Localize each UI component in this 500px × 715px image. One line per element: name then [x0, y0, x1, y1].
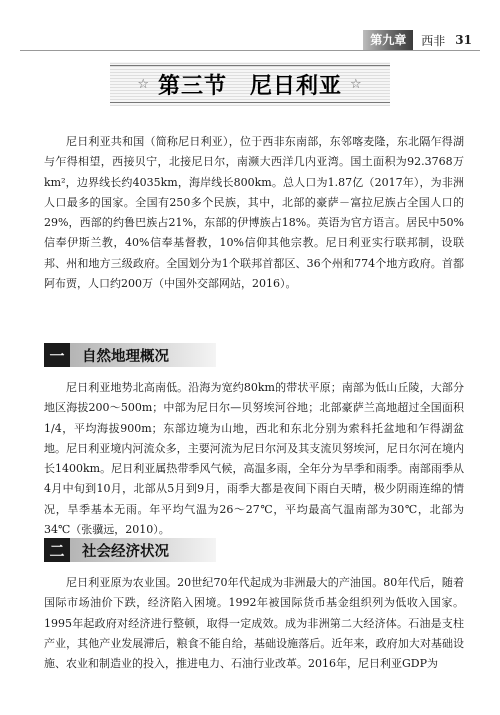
chapter-badge: 第九章 — [363, 30, 413, 50]
running-header — [363, 30, 472, 50]
section-title — [110, 62, 390, 106]
title-text: 第三节 尼日利亚 — [157, 73, 342, 99]
socioeconomic-paragraph: 尼日利亚原为农业国。20世纪70年代起成为非洲最大的产油国。80年代后，随着国际市场油价下跌，经济陷入困境。1992年被国际货币基金组织列为低收入国家。1995年起政府对经济进行整顿，取得一定成效。成为非洲第二大经济体。石油是支柱产业，其他产业发展滞后，粮食不能自给，基础设施落后。近年来，政府加大对基础设施、农业和制造业的投入，推进电力、石油行业改革。2016年，尼日利亚GDP为 — [44, 576, 464, 671]
subsection-number: 一 — [44, 343, 70, 367]
intro-paragraph: 尼日利亚共和国（简称尼日利亚），位于西非东南部，东邻喀麦隆，东北隔乍得湖与乍得相望，西接贝宁，北接尼日尔，南濒大西洋几内亚湾。国土面积为92.3768万km²，边界线长约4035km，海岸线长800km。总人口为1.87亿（2017年），为非洲人口最多的国家。全国有250多个民族，其中，北部的豪萨－富拉尼族占全国人口的29%，西部的约鲁巴族占21%，东部的伊博族占18%。英语为官方语言。居民中50%信奉伊斯兰教，40%信奉基督教，10%信仰其他宗教。尼日利亚实行联邦制，设联邦、州和地方三级政府。全国划分为1个联邦首都区、36个州和774个地方政府。首都阿布贾，人口约200万（中国外交部网站，2016）。 — [44, 135, 464, 291]
natural-geography-paragraph: 尼日利亚地势北高南低。沿海为宽约80km的带状平原；南部为低山丘陵，大部分地区海拔200～500m；中部为尼日尔—贝努埃河谷地；北部豪萨兰高地超过全国面积1/4，平均海拔900m；东部边境为山地，西北和东北分别为索科托盆地和乍得湖盆地。尼日利亚境内河流众多，主要河流为尼日尔河及其支流贝努埃河，尼日尔河在境内长1400km。尼日利亚属热带季风气候，高温多雨，全年分为旱季和雨季。南部雨季从4月中旬到10月，北部从5月到9月，雨季大都是夜间下雨白天晴，极少阴雨连绵的情况，旱季基本无雨。年平均气温为26～27℃，平均最高气温南部为30℃，北部为34℃（张骥远，2010）。 — [44, 381, 464, 537]
header-rule — [20, 50, 480, 51]
page-number: 31 — [455, 33, 472, 47]
subsection-title: 自然地理概况 — [70, 343, 216, 367]
header-region: 西非 — [421, 33, 446, 48]
title-text-row — [110, 62, 390, 106]
star-icon-right: ☆ — [350, 76, 363, 92]
subsection-number: 二 — [44, 538, 70, 562]
subsection-heading-natural-geography — [44, 343, 216, 367]
subsection-heading-socioeconomic — [44, 538, 216, 562]
star-icon-left: ☆ — [137, 76, 150, 92]
subsection-title: 社会经济状况 — [70, 538, 216, 562]
